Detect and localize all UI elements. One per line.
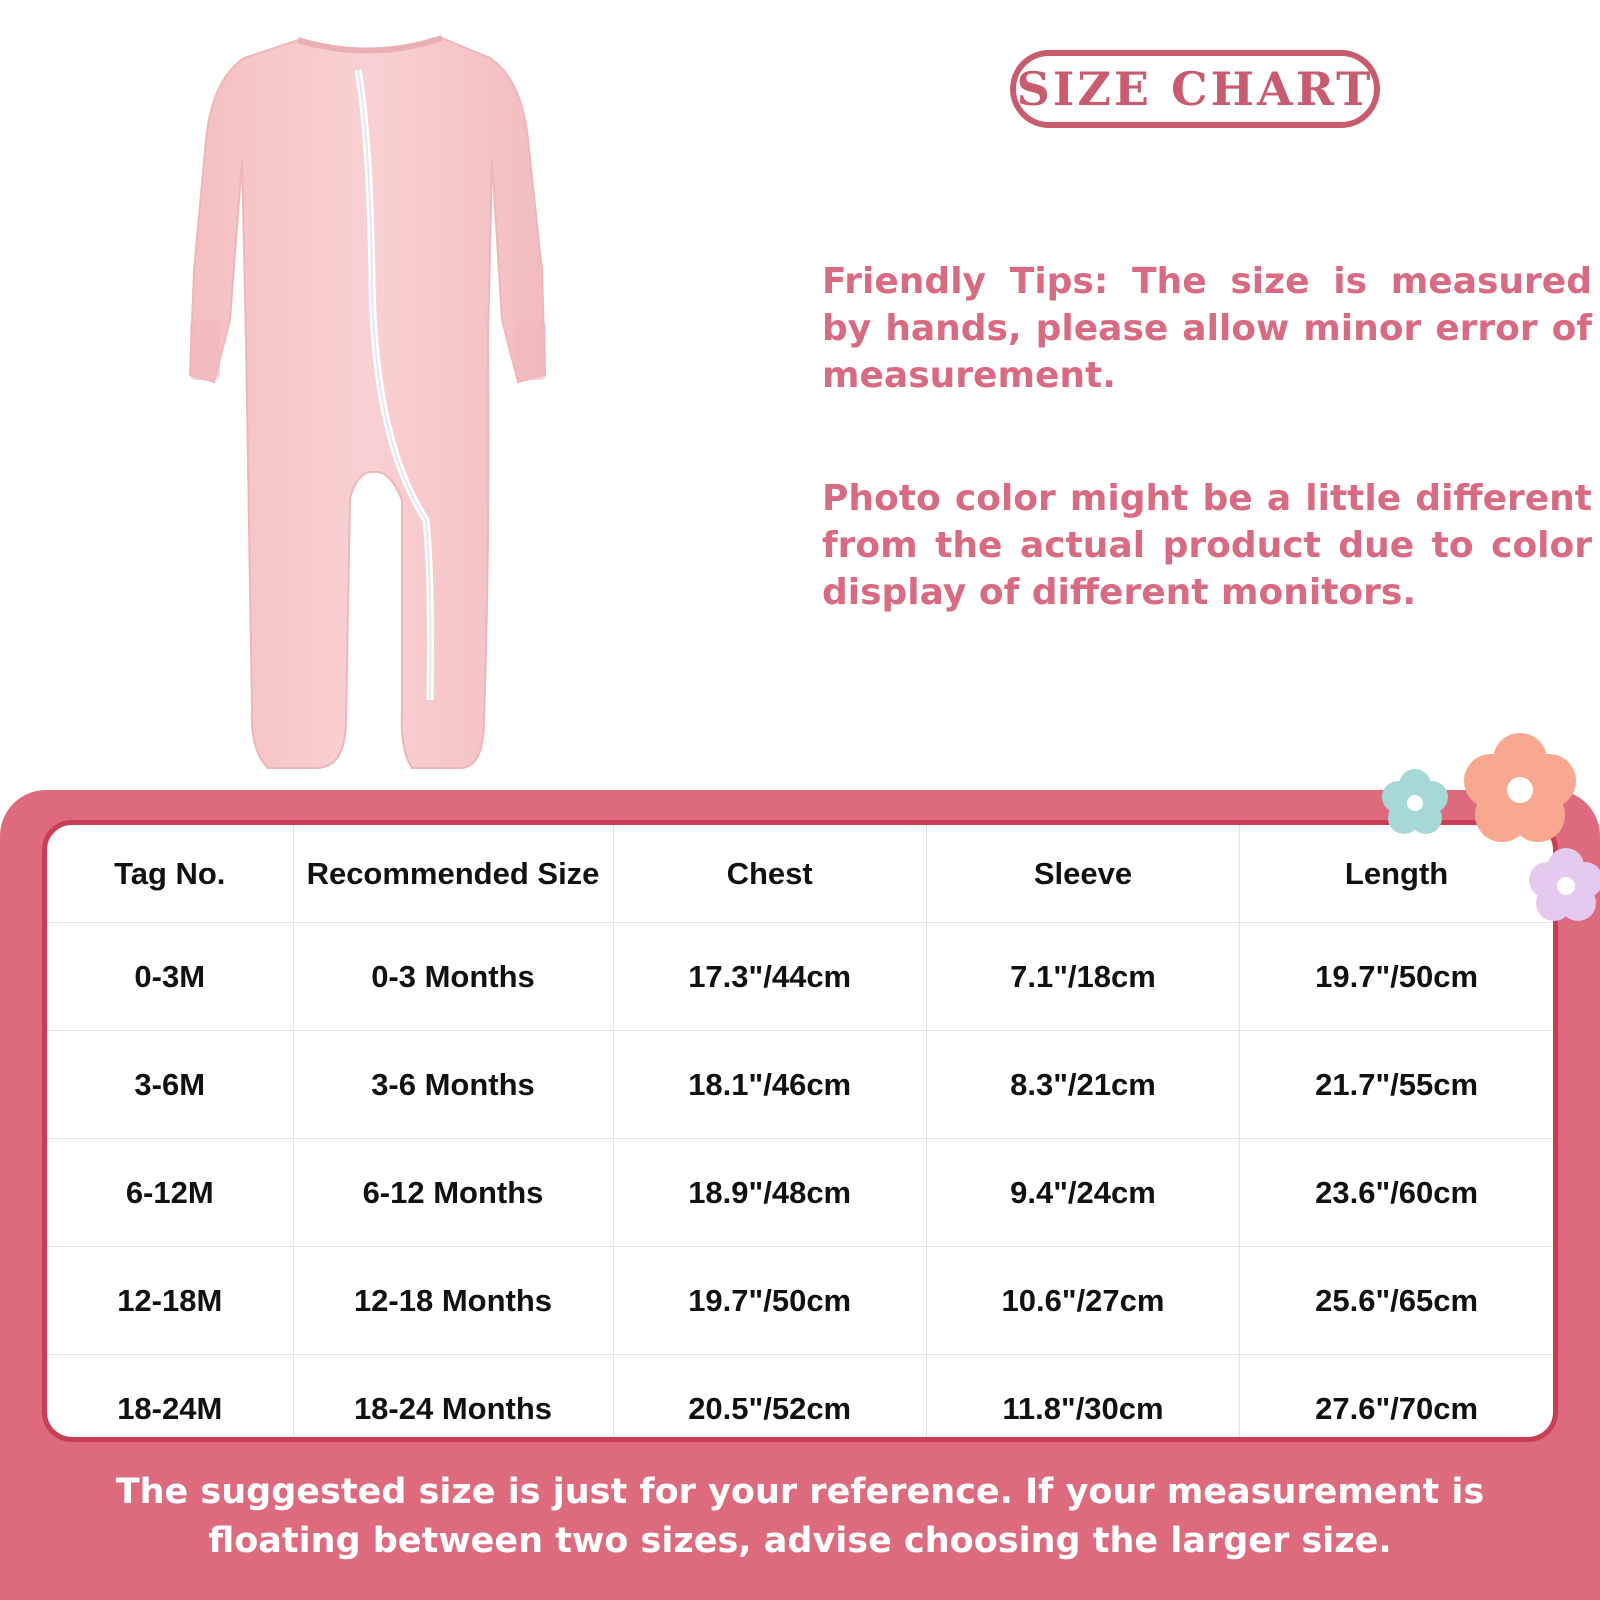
table-row <box>47 1355 1553 1443</box>
cell-length: 27.6"/70cm <box>1315 1390 1479 1426</box>
cell-sleeve: 9.4"/24cm <box>926 1139 1239 1247</box>
size-table <box>47 825 1553 1442</box>
cell-tag: 18-24M <box>47 1355 293 1443</box>
cell-sleeve: 7.1"/18cm <box>926 923 1239 1031</box>
cell-chest: 18.1"/46cm <box>613 1031 926 1139</box>
header-length: Length <box>1240 825 1553 923</box>
friendly-tips-text: Friendly Tips: The size is measured by hands, please allow minor error of measurement. <box>822 261 1592 396</box>
size-chart-badge <box>1010 50 1380 128</box>
flower-icon <box>1370 718 1600 938</box>
cell-sleeve: 11.8"/30cm <box>926 1355 1239 1443</box>
cell-tag: 0-3M <box>47 923 293 1031</box>
cell-tag: 12-18M <box>47 1247 293 1355</box>
pink-sleeper-image <box>150 20 590 790</box>
table-row <box>47 923 1553 1031</box>
cell-chest: 18.9"/48cm <box>613 1139 926 1247</box>
cell-recommended-size: 3-6 Months <box>293 1031 613 1139</box>
header-chest: Chest <box>613 825 926 923</box>
cell-chest: 20.5"/52cm <box>613 1355 926 1443</box>
cell-chest: 17.3"/44cm <box>613 923 926 1031</box>
cell-tag: 3-6M <box>47 1031 293 1139</box>
photo-color-note: Photo color might be a little different from the actual product due to color display of different monitors. <box>822 478 1592 613</box>
cell-recommended-size: 12-18 Months <box>293 1247 613 1355</box>
cell-sleeve: 8.3"/21cm <box>926 1031 1239 1139</box>
cell-length: 25.6"/65cm <box>1240 1247 1553 1355</box>
cell-sleeve: 10.6"/27cm <box>926 1247 1239 1355</box>
cell-recommended-size: 6-12 Months <box>293 1139 613 1247</box>
table-header-row <box>47 825 1553 923</box>
cell-length: 19.7"/50cm <box>1240 923 1553 1031</box>
header-tag-no: Tag No. <box>47 825 293 923</box>
size-chart-title: SIZE CHART <box>1016 62 1374 116</box>
size-table-card <box>42 820 1558 1442</box>
cell-recommended-size: 18-24 Months <box>293 1355 613 1443</box>
header-recommended-size: Recommended Size <box>293 825 613 923</box>
table-row <box>47 1247 1553 1355</box>
cell-chest: 19.7"/50cm <box>613 1247 926 1355</box>
table-row <box>47 1139 1553 1247</box>
cell-length: 21.7"/55cm <box>1240 1031 1553 1139</box>
cell-recommended-size: 0-3 Months <box>293 923 613 1031</box>
cell-tag: 6-12M <box>47 1139 293 1247</box>
cell-length: 23.6"/60cm <box>1240 1139 1553 1247</box>
table-row <box>47 1031 1553 1139</box>
size-advice-note: The suggested size is just for your reference. If your measurement is floating between two sizes, advise choosing the larger size. <box>115 1472 1485 1561</box>
header-sleeve: Sleeve <box>926 825 1239 923</box>
